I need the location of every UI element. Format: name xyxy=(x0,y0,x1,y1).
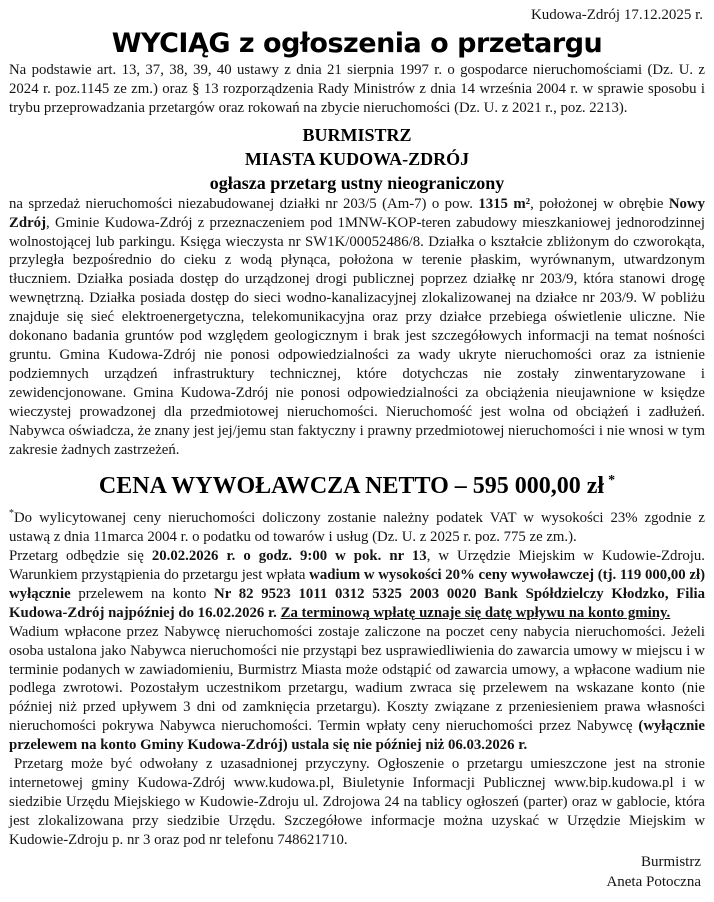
payment-deadline-note: Za terminową wpłatę uznaje się datę wpływu na konto gminy. xyxy=(280,604,671,621)
signatory-name: Aneta Potoczna xyxy=(606,873,701,890)
cancellation-info-paragraph: Przetarg może być odwołany z uzasadnionej przyczyny. Ogłoszenie o przetargu umieszczone jest na stronie internetowej gminy Kudowa-Zdrój www.kudowa.pl, Biuletynie Informacji Publicznej www.bip.kudowa.pl i w siedzibie Urzędu Miejskiego w Kudowie-Zdroju ul. Zdrojowa 24 na tablicy ogłoszeń (parter) oraz w gablocie, która jest zlokalizowana przy siedzibie Urzędu. Szczegółowe informacje można uzyskać w Urzędzie Miejskim w Kudowie-Zdroju p. nr 3 oraz pod nr telefonu 748621710. xyxy=(9,756,705,848)
deposit-rules-paragraph xyxy=(9,623,705,755)
authority-line-city: MIASTA KUDOWA-ZDRÓJ xyxy=(244,148,470,169)
final-payment-deadline: (wyłącznie przelewem na konto Gminy Kudowa-Zdrój) ustala się nie później niż 06.03.2026 r. xyxy=(9,718,705,754)
property-run-details: , Gminie Kudowa-Zdrój z przeznaczeniem pod 1MNW-KOP-teren zabudowy mieszkaniowej jednorodzinnej wolnostojącej lub parkingu. Księga wieczysta nr SW1K/00052486/8. Działka o kształcie zbliżonym do czworokąta, przyległa bezpośrednio do cieku z wodą płynąca, położona w terenie płaskim, wyrównanym, utwardzonym tłuczniem. Działka posiada dostęp do urządzonej drogi publicznej poprzez działkę nr 203/9, która stanowi drogę wewnętrzną. Działka posiada dostęp do sieci wodno-kanalizacyjnej zlokalizowanej na działce nr 203/9. W pobliżu znajduje się sieć elektroenergetyczna, telekomunikacyjna oraz przy działce przebiega oświetlenie uliczne. Nie dokonano badania gruntów pod względem geologicznym i brak jest szczegółowych informacji na temat nośności gruntu. Gmina Kudowa-Zdrój nie ponosi odpowiedzialności za wady ukryte nieruchomości oraz za istnienie podziemnych urządzeń infrastruktury technicznej, które dotychczas nie zostały zinwentaryzowane i zewidencjonowane. Gmina Kudowa-Zdrój nie ponosi odpowiedzialności za obciążenia nieujawnione w księdze wieczystej prowadzonej dla przedmiotowej nieruchomości. Nieruchomość jest wolna od obciążeń i zadłużeń. Nabywca oświadcza, że znany jest jej/jemu stan faktyczny i prawny przedmiotowej nieruchomości i nie wnosi w tym zakresie żadnych zastrzeżeń. xyxy=(9,214,705,458)
footnote-marker: * xyxy=(608,473,616,489)
auction-run-intro: Przetarg odbędzie się xyxy=(9,548,152,565)
auction-terms-paragraph xyxy=(9,547,705,623)
starting-price-heading xyxy=(9,466,705,501)
legal-basis-paragraph: Na podstawie art. 13, 37, 38, 39, 40 ustawy z dnia 21 sierpnia 1997 r. o gospodarce nieruchomościami (Dz. U. z 2024 r. poz.1145 ze zm.) oraz § 13 rozporządzenia Rady Ministrów z dnia 14 września 2004 r. w sprawie sposobu i trybu przeprowadzania przetargów oraz rokowań na zbycie nieruchomości (Dz. U. z 2021 r., poz. 2213). xyxy=(9,62,705,116)
starting-price-text: CENA WYWOŁAWCZA NETTO – 595 000,00 zł xyxy=(98,473,605,500)
vat-footnote-text: Do wylicytowanej ceny nieruchomości doliczony zostanie należny podatek VAT w wysokości 23% zgodnie z ustawą z dnia 11marca 2004 r. o podatku od towarów i usług (Dz. U. z 2025 r. poz. 775 ze zm.). xyxy=(9,510,705,546)
bank-account-number: Nr 82 9523 1011 0312 5325 2003 0020 Bank Spółdzielczy Kłodzko, Filia Kudowa-Zdrój najpóźniej do 16.02.2026 r. xyxy=(9,585,706,621)
property-district-name: Nowy Zdrój xyxy=(9,195,705,231)
auction-datetime: 20.02.2026 r. o godz. 9:00 w pok. nr 13 xyxy=(151,548,427,565)
dateline: Kudowa-Zdrój 17.12.2025 r. xyxy=(530,7,703,23)
property-area-value: 1315 m² xyxy=(478,195,531,212)
authority-line-announcement: ogłasza przetarg ustny nieograniczony xyxy=(209,172,505,193)
property-description-paragraph xyxy=(9,195,705,460)
auction-run-venue: , w Urzędzie Miejskim w Kudowie-Zdroju. Warunkiem przystąpienia do przetargu jest wpłata xyxy=(9,548,705,584)
signatory-title: Burmistrz xyxy=(641,853,701,870)
vat-footnote-paragraph xyxy=(9,505,705,547)
authority-heading xyxy=(9,123,705,195)
footnote-marker: * xyxy=(9,508,14,520)
deposit-run-rules: Wadium wpłacone przez Nabywcę nieruchomości zostaje zaliczone na poczet ceny nabycia nieruchomości. Jeżeli osoba ustalona jako Nabywca nieruchomości nie przystąpi bez usprawiedliwienia do zawarcia umowy w miejscu i w terminie podanych w zawiadomieniu, Burmistrz Miasta może odstąpić od zawarcia umowy, a wpłacone wadium nie podlega zwrotowi. Pozostałym uczestnikom przetargu, wadium zwraca się przelewem na wskazane konto (nie później niż przed upływem 3 dni od zamknięcia przetargu). Koszty związane z przeniesieniem prawa własności nieruchomości pokrywa Nabywca nieruchomości. Termin wpłaty ceny nieruchomości przez Nabywcę xyxy=(9,623,705,735)
signature-block xyxy=(9,852,705,892)
property-run-intro: na sprzedaż nieruchomości niezabudowanej działki nr 203/5 (Am-7) o pow. xyxy=(9,195,479,212)
authority-line-burmistrz: BURMISTRZ xyxy=(302,124,412,145)
auction-run-transfer: przelewem na konto xyxy=(70,585,215,602)
property-run-location: , położonej w obrębie xyxy=(530,195,669,212)
page-title: WYCIĄG z ogłoszenia o przetargu xyxy=(111,28,603,59)
deposit-amount: wadium w wysokości 20% ceny wywoławczej (tj. 119 000,00 zł) wyłącznie xyxy=(9,567,706,602)
